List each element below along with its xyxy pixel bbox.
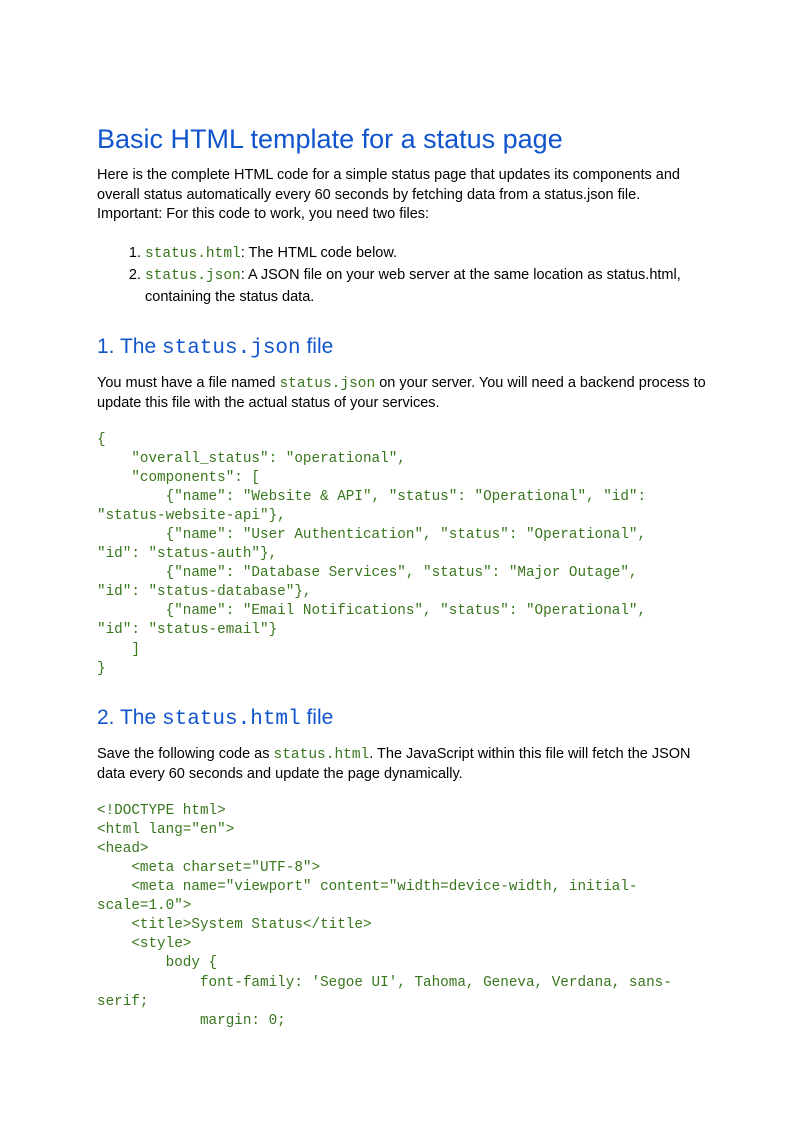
list-item-text: : The HTML code below. bbox=[240, 244, 398, 261]
section-heading-status-json bbox=[97, 332, 707, 364]
list-item-text: : A JSON file on your web server at the same location as status.html, containing the status data. bbox=[145, 266, 681, 305]
file-name-code: status.html bbox=[145, 245, 241, 262]
files-list bbox=[97, 243, 707, 308]
list-item bbox=[145, 243, 707, 265]
desc-text: You must have a file named bbox=[97, 374, 280, 391]
section-description bbox=[97, 374, 707, 414]
heading-prefix: 1. The bbox=[97, 334, 162, 358]
heading-code: status.json bbox=[162, 336, 301, 360]
list-item bbox=[145, 265, 707, 308]
desc-text: Save the following code as bbox=[97, 745, 274, 762]
file-name-code: status.json bbox=[145, 267, 241, 284]
desc-text: . The JavaScript within this file will fetch the JSON data every 60 seconds and update the page dynamically. bbox=[97, 745, 691, 783]
page-title: Basic HTML template for a status page bbox=[97, 124, 563, 154]
heading-suffix: file bbox=[300, 705, 334, 729]
code-block-html: <!DOCTYPE html> <html lang="en"> <head> <meta charset="UTF-8"> <meta name="viewport" content="width=device-width, initial- scale=1.0"> <title>System Status</title> <style> body { font-family: 'Segoe UI', Tahoma, Geneva, Verdana, sans- serif; margin: 0; bbox=[97, 802, 672, 1029]
document-content bbox=[97, 120, 707, 1031]
section-heading-status-html bbox=[97, 703, 707, 735]
heading-prefix: 2. The bbox=[97, 705, 162, 729]
section-description bbox=[97, 745, 707, 785]
inline-code: status.json bbox=[279, 375, 376, 392]
heading-code: status.html bbox=[162, 707, 301, 731]
code-block-json: { "overall_status": "operational", "components": [ {"name": "Website & API", "status": "Operational", "id": "status-website-api"}, {"name": "User Authentication", "status": "Operational", "id": "status-auth"}, {"name": "Database Services", "status": "Major Outage", "id": "status-database"}, {"name": "Email Notifications", "status": "Operational", "id": "status-email"} ] } bbox=[97, 431, 647, 677]
desc-text: on your server. You will need a backend process to update this file with the actual status of your services. bbox=[97, 374, 706, 411]
heading-suffix: file bbox=[300, 334, 334, 358]
inline-code: status.html bbox=[273, 746, 370, 763]
intro-paragraph: Here is the complete HTML code for a simple status page that updates its components and overall status automatically every 60 seconds by fetching data from a status.json file. Important: For this code to work, you need two files: bbox=[97, 167, 680, 222]
